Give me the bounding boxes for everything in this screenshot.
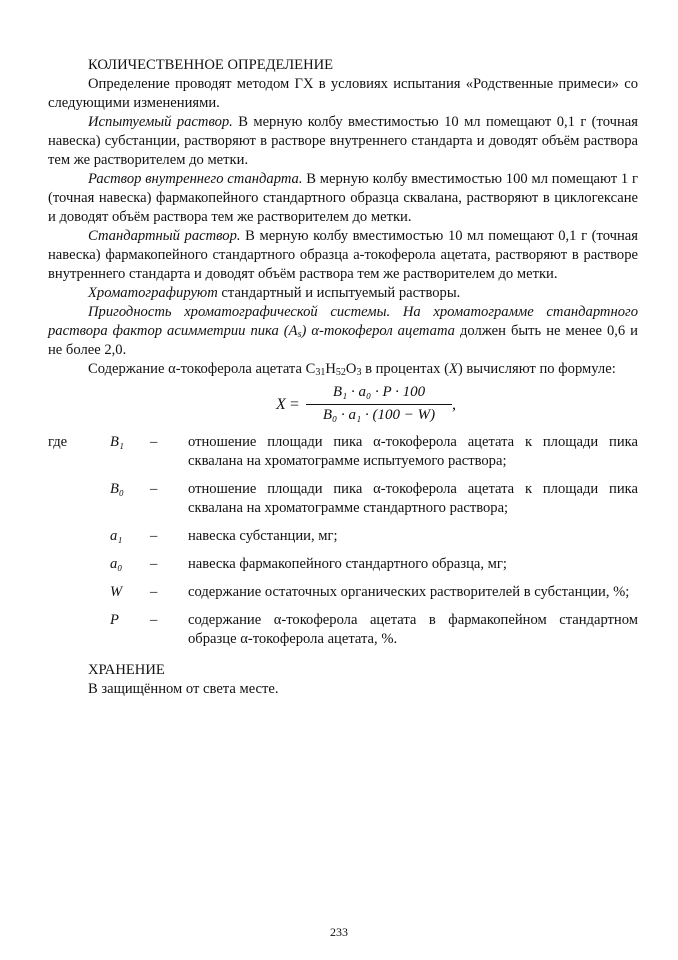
- definition-text: отношение площади пика α-токоферола ацетата к площади пика сквалана на хроматограмме испытуемого раствора;: [188, 434, 638, 469]
- definition-text: навеска субстанции, мг;: [188, 528, 338, 544]
- definition-row: [48, 433, 638, 471]
- standard-solution-label: Стандартный раствор.: [88, 228, 241, 244]
- definitions-list: [48, 433, 638, 649]
- definition-row: [48, 583, 638, 602]
- formula-trail: ,: [452, 396, 456, 413]
- definition-text: отношение площади пика α-токоферола ацетата к площади пика сквалана на хроматограмме стандартного раствора;: [188, 481, 638, 516]
- definition-row: [48, 611, 638, 649]
- definition-text: навеска фармакопейного стандартного образца, мг;: [188, 556, 507, 572]
- formula-lhs: X: [276, 396, 286, 413]
- definition-text: содержание α-токоферола ацетата в фармакопейном стандартном образце α-токоферола ацетата, %.: [188, 612, 638, 647]
- definition-symbol: P: [110, 612, 119, 628]
- definition-dash: –: [150, 584, 158, 600]
- definition-dash: –: [150, 528, 158, 544]
- definition-symbol: W: [110, 584, 123, 600]
- formula-numerator: B₁ · a₀ · P · 100: [332, 384, 426, 400]
- formula-fraction: [306, 383, 452, 425]
- definition-symbol: B₁: [110, 434, 124, 450]
- definition-row: [48, 527, 638, 546]
- page-number: 233: [330, 925, 348, 939]
- definition-symbol: a₀: [110, 556, 123, 572]
- definition-row: [48, 480, 638, 518]
- definition-dash: –: [150, 481, 158, 497]
- internal-standard-label: Раствор внутреннего стандарта.: [88, 171, 303, 187]
- storage-section: [88, 661, 638, 699]
- paragraph-method: Определение проводят методом ГХ в условиях испытания «Родственные примеси» со следующими изменениями.: [48, 76, 638, 111]
- definition-text: содержание остаточных органических растворителей в субстанции, %;: [188, 584, 630, 600]
- definition-dash: –: [150, 612, 158, 628]
- paragraph-suitability: Пригодность хроматографической системы. На хроматограмме стандартного раствора фактор асимметрии пика $(A_s)$ α-токоферол ацетата должен быть не менее 0,6 и не более 2,0.: [48, 304, 638, 358]
- definition-row: [48, 555, 638, 574]
- definition-dash: –: [150, 556, 158, 572]
- definition-symbol: B₀: [110, 481, 124, 497]
- fraction-bar: [306, 404, 452, 405]
- formula-equals: =: [290, 396, 300, 413]
- document-body: [48, 56, 638, 699]
- paragraph-chromatograph: Хроматографируют стандартный и испытуемый растворы.: [88, 285, 461, 301]
- test-solution-label: Испытуемый раствор.: [88, 114, 233, 130]
- paragraph-internal-standard: Раствор внутреннего стандарта. В мерную колбу вместимостью 100 мл помещают 1 г (точная навеска) фармакопейного стандартного образца сквалана, растворяют в циклогексане и доводят объём раствора тем же растворителем до метки.: [48, 171, 638, 225]
- definitions-lead: где: [48, 434, 68, 450]
- storage-text: В защищённом от света месте.: [88, 681, 279, 697]
- section-title: КОЛИЧЕСТВЕННОЕ ОПРЕДЕЛЕНИЕ: [88, 57, 334, 73]
- paragraph-standard-solution: Стандартный раствор. В мерную колбу вместимостью 10 мл помещают 0,1 г (точная навеска) фармакопейного стандартного образца а-токоферола ацетата, растворяют в растворе внутреннего стандарта и доводят объём раствора тем же растворителем до метки.: [48, 228, 638, 282]
- formula-denominator: B₀ · a₁ · (100 − W): [322, 407, 436, 423]
- formula: [48, 383, 638, 427]
- paragraph-content: Содержание α-токоферола ацетата $C_{31}H_{52}O_3$ в процентах (X) вычисляют по формуле:: [88, 361, 616, 378]
- definition-symbol: a₁: [110, 528, 123, 544]
- definition-dash: –: [150, 434, 158, 450]
- storage-title: ХРАНЕНИЕ: [88, 662, 165, 678]
- paragraph-test-solution: Испытуемый раствор. В мерную колбу вместимостью 10 мл помещают 0,1 г (точная навеска) субстанции, растворяют в растворе внутреннего стандарта и доводят объём раствора тем же растворителем до метки.: [48, 114, 638, 168]
